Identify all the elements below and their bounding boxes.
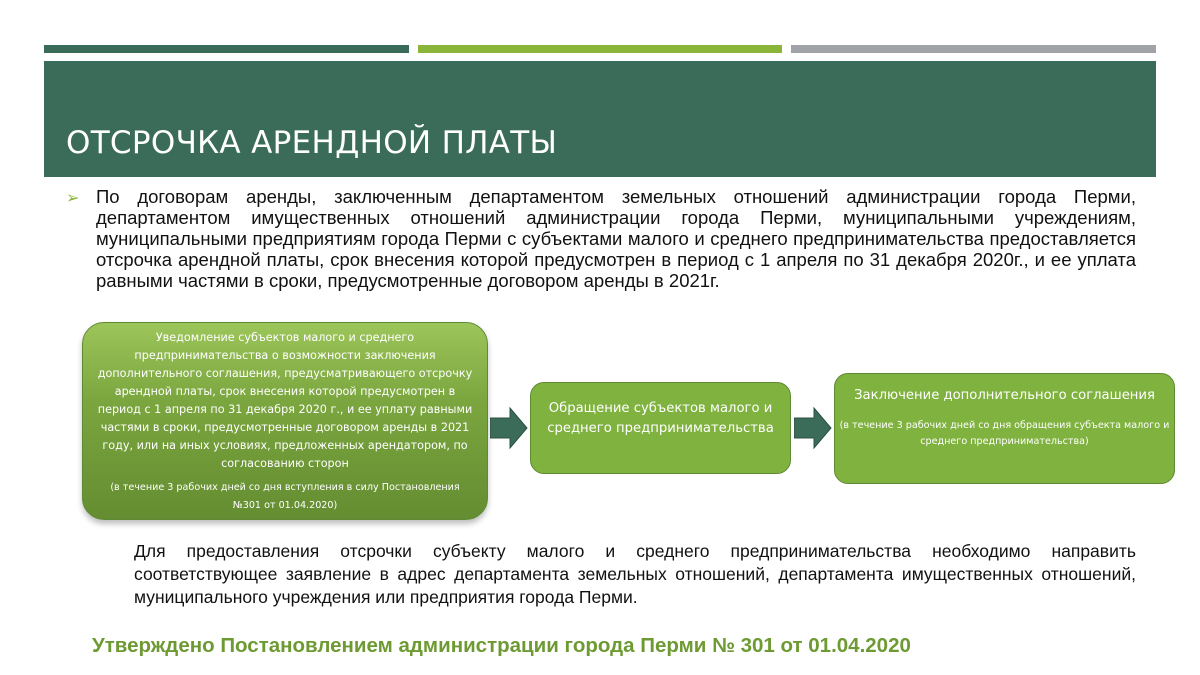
flow-step-notification — [82, 322, 488, 520]
top-stripe-dark-green — [44, 45, 409, 53]
top-stripe-light-green — [418, 45, 782, 53]
flow-step-agreement-text: Заключение дополнительного соглашения — [854, 388, 1155, 403]
bullet-item — [66, 186, 1136, 291]
top-stripe-gray — [791, 45, 1156, 53]
flow-step-agreement-note: (в течение 3 рабочих дней со дня обращения субъекта малого и среднего предпринимательства) — [839, 420, 1170, 447]
approved-by-footer: Утверждено Постановлением администрации города Перми № 301 от 01.04.2020 — [92, 634, 911, 657]
flow-step-notification-note: (в течение 3 рабочих дней со дня вступления в силу Постановления №301 от 01.04.2020) — [110, 482, 460, 511]
title-band — [44, 61, 1156, 177]
bullet-text: По договорам аренды, заключенным департаментом земельных отношений администрации города Перми, департаментом имущественных отношений администрации города Перми, муниципальными учреждениям, муниципальными предприятиям города Перми с субъектами малого и среднего предпринимательства предоставляется отсрочка арендной платы, срок внесения которой предусмотрен в период с 1 апреля по 31 декабря 2020г., и ее уплата равными частями в сроки, предусмотренные договором аренды в 2021г. — [96, 186, 1136, 291]
slide-title: ОТСРОЧКА АРЕНДНОЙ ПЛАТЫ — [66, 125, 558, 161]
flow-step-application — [530, 382, 791, 474]
flow-step-agreement — [834, 373, 1175, 484]
flow-step-application-text: Обращение субъектов малого и среднего предпринимательства — [547, 401, 774, 436]
arrowhead-bullet-icon: ➢ — [66, 190, 80, 207]
right-arrow-icon — [490, 406, 528, 450]
flow-step-notification-text: Уведомление субъектов малого и среднего предпринимательства о возможности заключения дополнительного соглашения, предусматривающего отсрочку арендной платы, срок внесения которой предусмотрен в период с 1 апреля по 31 декабря 2020 г., и ее уплату равными частями в сроки, предусмотренные договором аренды в 2021 году, или на иных условиях, предложенных арендатором, по согласованию сторон — [97, 331, 473, 470]
right-arrow-icon — [794, 406, 832, 450]
application-paragraph: Для предоставления отсрочки субъекту малого и среднего предпринимательства необходимо направить соответствующее заявление в адрес департамента земельных отношений, департамента имущественных отношений, муниципального учреждения или предприятия города Перми. — [134, 541, 1136, 607]
